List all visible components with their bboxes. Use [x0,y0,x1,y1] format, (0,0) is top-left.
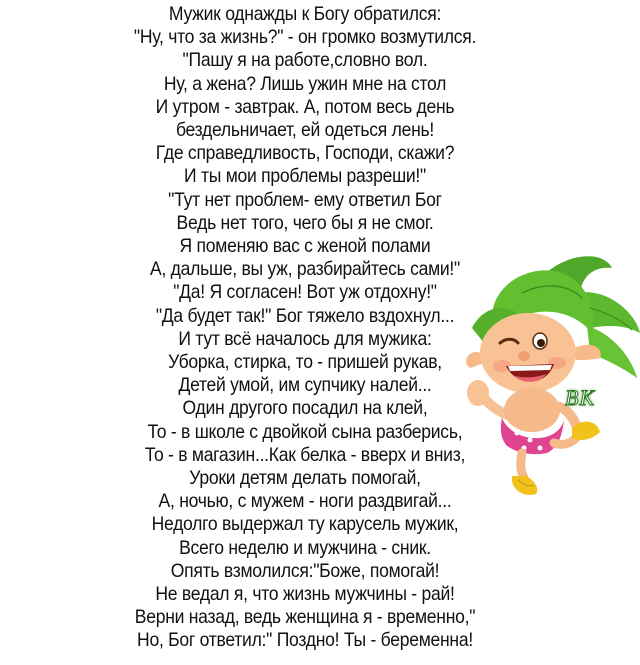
poem-line: Уборка, стирка, то - пришей рукав, [168,351,442,374]
poem-line: И ты мои проблемы разреши!" [184,165,426,188]
poem-line: Ну, а жена? Лишь ужин мне на стол [163,72,447,95]
poem-line: И тут всё началось для мужика: [178,327,432,350]
poem-line: Опять взмолился:"Боже, помогай! [170,559,440,582]
poem-line: А, дальше, вы уж, разбирайтесь сами!" [150,258,460,281]
poem-line: Недолго выдержал ту карусель мужик, [151,513,459,536]
cartoon-elf-icon [462,248,640,510]
poem-line: То - в школе с двойкой сына разберись, [147,420,463,443]
vk-watermark: ВК [565,385,596,410]
poem-line: А, ночью, с мужем - ноги раздвигай... [158,490,452,513]
poem-line: Не ведал я, что жизнь мужчины - рай! [155,583,455,606]
poem-line: "Да! Я согласен! Вот уж отдохну!" [173,281,437,304]
poem-line: То - в магазин...Как белка - вверх и вниз, [144,443,466,466]
poem-line: Но, Бог ответил:" Поздно! Ты - беременна! [137,629,473,652]
poem-line: "Да будет так!" Бог тяжело вздохнул... [155,304,455,327]
poem-line: И утром - завтрак. А, потом весь день [155,95,455,118]
poem-line: Один другого посадил на клей, [182,397,428,420]
poem-line: Ведь нет того, чего бы я не смог. [176,211,434,234]
poem-line: Всего неделю и мужчина - сник. [179,536,431,559]
poem-line: Верни назад, ведь женщина я - временно," [134,606,476,629]
poem-line: Детей умой, им супчику налей... [178,374,432,397]
poem-line: "Ну, что за жизнь?" - он громко возмутился. [133,26,477,49]
poem-line: Уроки детям делать помогай, [189,467,421,490]
poem-line: Мужик однажды к Богу обратился: [168,3,442,25]
poem-line: бездельничает, ей одеться лень! [175,119,435,142]
poem-line: "Пашу я на работе,словно вол. [182,49,428,72]
poem-line: Я поменяю вас с женой полами [179,235,431,258]
poem-line: "Тут нет проблем- ему ответил Бог [168,188,442,211]
poem-line: Где справедливость, Господи, скажи? [155,142,455,165]
